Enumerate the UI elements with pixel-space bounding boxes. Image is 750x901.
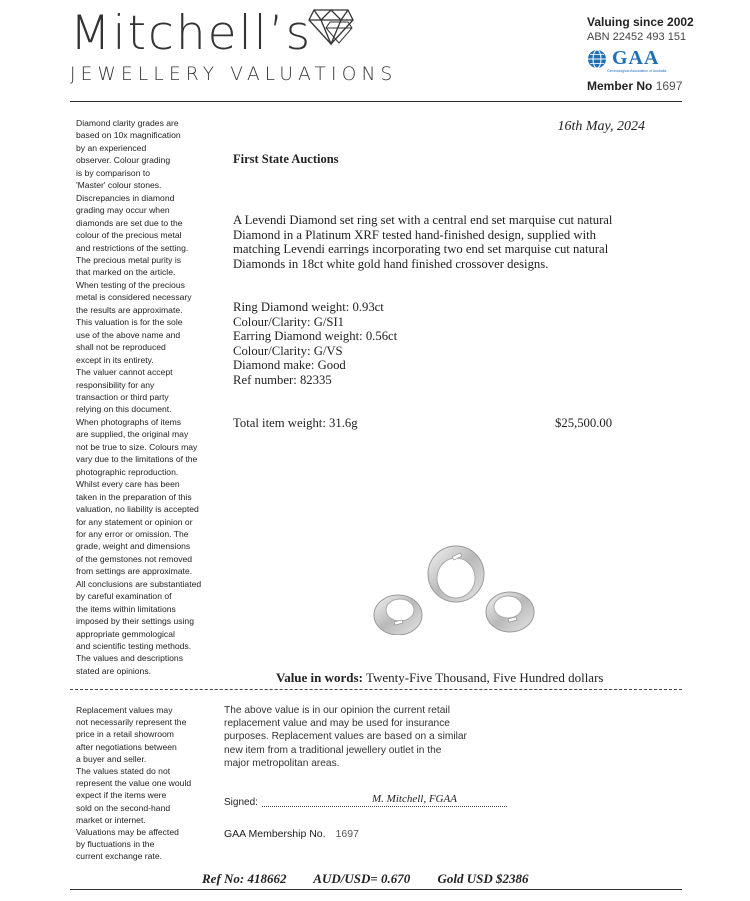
description-line: Diamonds in 18ct white gold hand finished crossover designs.	[233, 257, 549, 272]
disclaimer-line: not be true to size. Colours may	[76, 441, 198, 452]
disclaimer-line: grading may occur when	[76, 205, 170, 216]
replacement-line: Replacement values may	[76, 705, 173, 715]
disclaimer-line: Discrepancies in diamond	[76, 192, 175, 203]
disclaimer-line: by careful examination of	[76, 591, 172, 602]
disclaimer-line: imposed by their settings using	[76, 616, 194, 627]
replacement-line: The values stated do not	[76, 766, 171, 777]
replacement-line: expect if the items were	[76, 790, 167, 801]
disclaimer-line: colour of the precious metal	[76, 230, 182, 241]
disclaimer-line: except in its entirety.	[76, 354, 154, 365]
replacement-line: not necessarily represent the	[76, 717, 187, 728]
replacement-line: market or internet.	[76, 814, 146, 825]
abn-number: ABN 22452 493 151	[587, 31, 687, 43]
spec-line: Diamond make: Good	[233, 358, 346, 373]
description-line: Diamond in a Platinum XRF tested hand-finished design, supplied with	[233, 227, 596, 242]
replacement-line: price in a retail showroom	[76, 729, 174, 740]
signed-label: Signed:	[224, 797, 258, 808]
header-divider	[70, 101, 682, 102]
disclaimer-line: 'Master' colour stones.	[76, 180, 162, 191]
disclaimer-line: Whilst every care has been	[76, 479, 180, 490]
statement-line: replacement value and may be used for insurance	[224, 718, 450, 730]
disclaimer-line: taken in the preparation of this	[76, 491, 192, 502]
ring-and-earrings-photo	[368, 540, 538, 635]
spec-line: Colour/Clarity: G/VS	[233, 343, 343, 358]
gold-price: Gold USD $2386	[437, 871, 529, 886]
replacement-line: a buyer and seller.	[76, 753, 147, 764]
disclaimer-line: grade, weight and dimensions	[76, 541, 191, 552]
disclaimer-line: and restrictions of the setting.	[76, 242, 189, 253]
disclaimer-line: diamonds are set due to the	[76, 217, 183, 228]
signer-name: M. Mitchell, FGAA	[372, 793, 457, 805]
disclaimer-line: are supplied, the original may	[76, 429, 189, 440]
valuation-date: 16th May, 2024	[557, 119, 645, 134]
replacement-line: Valuations may be affected	[76, 827, 179, 838]
disclaimer-line: is by comparison to	[76, 167, 151, 178]
value-in-words: Value in words: Twenty-Five Thousand, Five Hundred dollars	[276, 670, 604, 685]
disclaimer-line: for any error or omission. The	[76, 528, 189, 539]
disclaimer-line: Diamond clarity grades are	[76, 118, 179, 128]
item-value: $25,500.00	[555, 416, 613, 430]
diamond-icon	[308, 8, 354, 46]
disclaimer-line: the results are approximate.	[76, 304, 183, 315]
disclaimer-line: based on 10x magnification	[76, 130, 181, 141]
disclaimer-line: The values and descriptions	[76, 653, 184, 664]
replacement-line: after negotiations between	[76, 741, 177, 752]
gaa-logo	[587, 47, 727, 70]
statement-line: The above value is in our opinion the current retail	[224, 705, 450, 716]
gaa-full-name: Gemmological Association of Australia	[607, 69, 667, 73]
disclaimer-line: and scientific testing methods.	[76, 641, 192, 652]
disclaimer-line: metal is considered necessary	[76, 292, 192, 303]
item-description	[233, 213, 673, 272]
statement-line: purposes. Replacement values are based on a similar	[224, 731, 467, 743]
disclaimer-line: of the gemstones not removed	[76, 553, 193, 564]
disclaimer-line: the items within limitations	[76, 603, 176, 614]
brand-title: Mitchell’s	[70, 6, 313, 61]
valuing-since: Valuing since 2002	[587, 15, 694, 29]
disclaimer-line: relying on this document.	[76, 404, 172, 415]
disclaimer-line: The precious metal purity is	[76, 254, 182, 265]
disclaimer-line: vary due to the limitations of the	[76, 454, 198, 465]
disclaimer-line: by an experienced	[76, 142, 147, 153]
disclaimer-text	[76, 117, 226, 677]
gaa-text: GAA	[612, 47, 660, 69]
replacement-line: represent the value one would	[76, 778, 192, 789]
header-info	[587, 15, 727, 93]
disclaimer-line: When photographs of items	[76, 416, 182, 427]
statement-line: major metropolitan areas.	[224, 757, 340, 769]
replacement-statement	[224, 704, 524, 770]
replacement-disclaimer	[76, 704, 226, 863]
disclaimer-line: responsibility for any	[76, 379, 155, 390]
disclaimer-line: All conclusions are substantiated	[76, 578, 202, 589]
disclaimer-line: for any statement or opinion or	[76, 516, 193, 527]
exchange-rate: AUD/USD= 0.670	[313, 871, 411, 886]
disclaimer-line: photographic reproduction.	[76, 466, 179, 477]
replacement-line: by fluctuations in the	[76, 839, 155, 850]
footer-refs	[202, 871, 553, 887]
disclaimer-line: This valuation is for the sole	[76, 317, 183, 328]
brand-subtitle: JEWELLERY VALUATIONS	[70, 64, 398, 85]
spec-line: Colour/Clarity: G/SI1	[233, 314, 345, 329]
replacement-line: current exchange rate.	[76, 851, 162, 862]
item-specs	[233, 300, 397, 388]
disclaimer-line: stated are opinions.	[76, 665, 152, 676]
disclaimer-line: valuation, no liability is accepted	[76, 504, 199, 515]
disclaimer-line: When testing of the precious	[76, 279, 185, 290]
spec-line: Earring Diamond weight: 0.56ct	[233, 329, 398, 344]
replacement-line: sold on the second-hand	[76, 802, 171, 813]
disclaimer-line: transaction or third party	[76, 391, 169, 402]
spec-line: Ref number: 82335	[233, 372, 332, 387]
total-weight: Total item weight: 31.6g	[233, 416, 358, 430]
disclaimer-line: from settings are approximate.	[76, 566, 193, 577]
globe-icon	[587, 49, 607, 69]
disclaimer-line: shall not be reproduced	[76, 342, 166, 353]
disclaimer-line: appropriate gemmological	[76, 628, 175, 639]
spec-line: Ring Diamond weight: 0.93ct	[233, 300, 384, 314]
member-number: Member No 1697	[587, 79, 683, 93]
description-line: A Levendi Diamond set ring set with a central end set marquise cut natural	[233, 213, 613, 227]
statement-line: new item from a traditional jewellery outlet in the	[224, 744, 442, 756]
footer-divider	[70, 889, 682, 890]
disclaimer-line: The valuer cannot accept	[76, 367, 173, 378]
ref-number: Ref No: 418662	[202, 871, 287, 886]
signature-line	[262, 806, 507, 807]
description-line: matching Levendi earrings incorporating two end set marquise cut natural	[233, 242, 609, 257]
disclaimer-line: observer. Colour grading	[76, 155, 171, 166]
dashed-divider	[70, 689, 682, 690]
gaa-membership: GAA Membership No. 1697	[224, 828, 359, 840]
recipient-name: First State Auctions	[233, 152, 339, 166]
disclaimer-line: that marked on the article.	[76, 267, 176, 278]
disclaimer-line: use of the above name and	[76, 329, 181, 340]
